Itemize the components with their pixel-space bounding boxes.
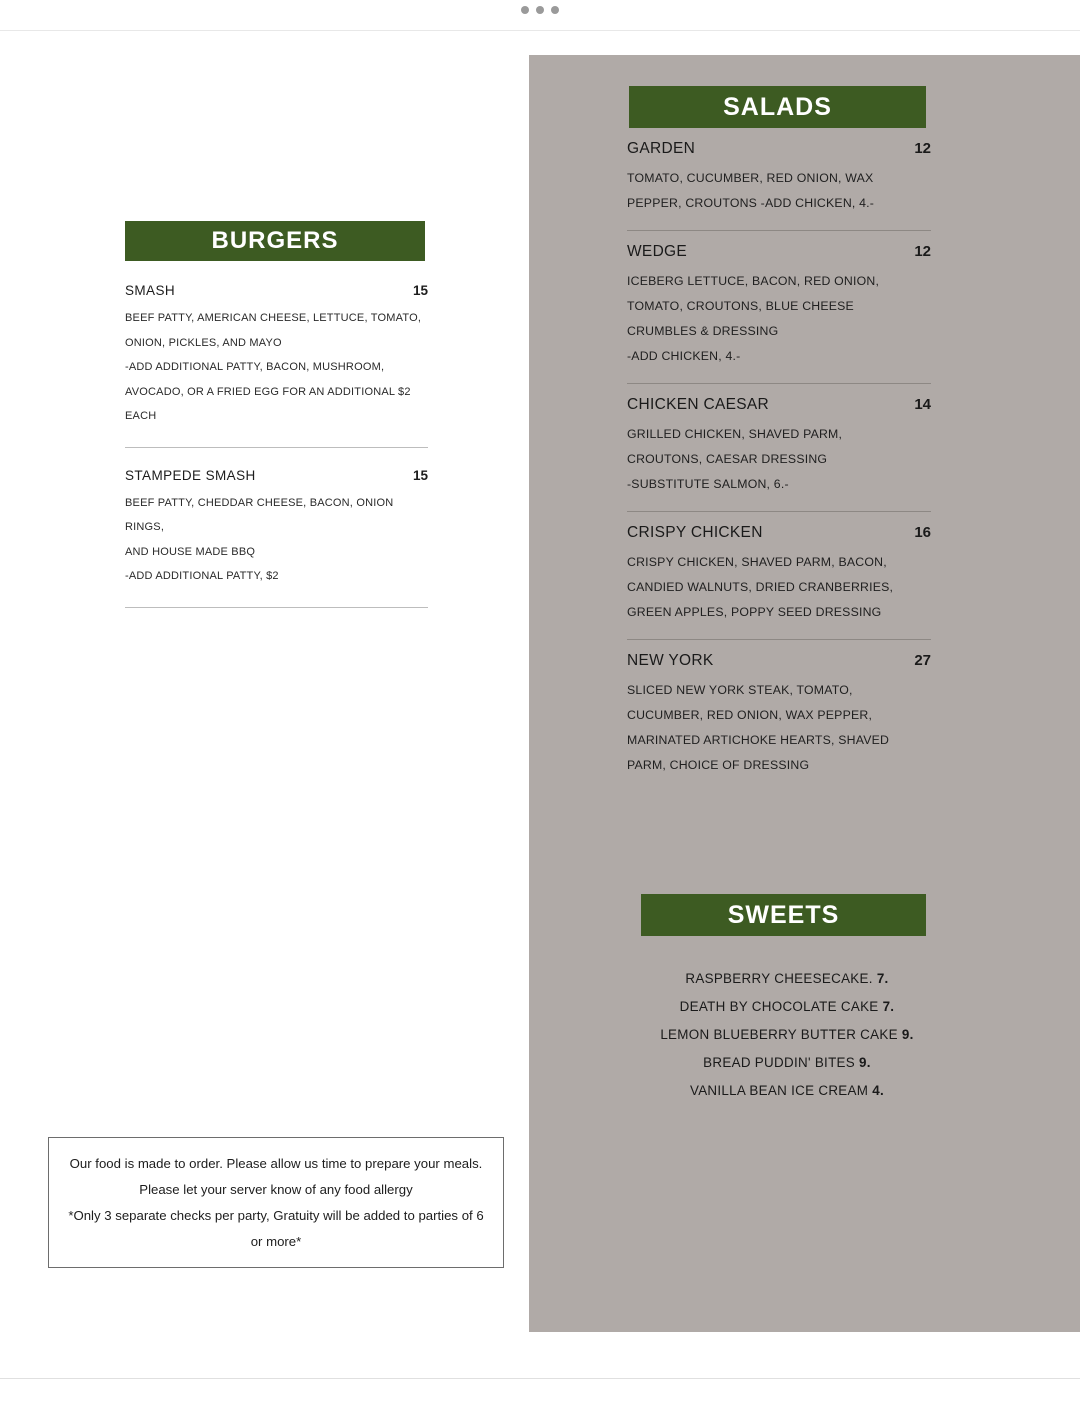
description-line: GREEN APPLES, POPPY SEED DRESSING bbox=[627, 605, 882, 619]
left-page-panel bbox=[0, 31, 529, 1378]
description-line: BEEF PATTY, CHEDDAR CHEESE, BACON, ONION RINGS, bbox=[125, 496, 394, 533]
menu-item-description bbox=[627, 422, 931, 497]
menu-item-name: RASPBERRY CHEESECAKE. bbox=[685, 971, 873, 986]
burgers-section-header: BURGERS bbox=[125, 221, 425, 261]
description-line: AND HOUSE MADE BBQ bbox=[125, 545, 256, 558]
salads-item-list bbox=[627, 140, 931, 782]
description-line: -SUBSTITUTE SALMON, 6.- bbox=[627, 477, 789, 491]
description-line: BEEF PATTY, AMERICAN CHEESE, LETTUCE, TOMATO, bbox=[125, 312, 422, 324]
menu-item-name: NEW YORK bbox=[627, 652, 714, 669]
description-line: AVOCADO, OR A FRIED EGG FOR AN ADDITIONAL $2 bbox=[125, 385, 411, 398]
bottom-divider bbox=[0, 1378, 1080, 1379]
description-line: CANDIED WALNUTS, DRIED CRANBERRIES, bbox=[627, 580, 894, 594]
menu-item-name: WEDGE bbox=[627, 243, 688, 260]
menu-item-header bbox=[627, 396, 931, 414]
list-item bbox=[627, 965, 947, 993]
burgers-item-list bbox=[125, 283, 428, 628]
description-line: PEPPER, CROUTONS -ADD CHICKEN, 4.- bbox=[627, 196, 875, 210]
list-item bbox=[627, 993, 947, 1021]
menu-item-price: 27 bbox=[914, 652, 931, 669]
description-line: ICEBERG LETTUCE, BACON, RED ONION, bbox=[627, 274, 880, 288]
footer-note-box bbox=[48, 1137, 504, 1268]
list-item bbox=[627, 1049, 947, 1077]
description-line: CROUTONS, CAESAR DRESSING bbox=[627, 452, 828, 466]
menu-item bbox=[125, 283, 428, 448]
menu-item-description bbox=[627, 166, 931, 216]
menu-item-name: SMASH bbox=[125, 283, 176, 298]
item-divider bbox=[627, 511, 931, 512]
page-indicator-dots bbox=[0, 6, 1080, 14]
description-line: MARINATED ARTICHOKE HEARTS, SHAVED bbox=[627, 733, 890, 747]
description-line: TOMATO, CROUTONS, BLUE CHEESE bbox=[627, 299, 854, 313]
note-line: *Only 3 separate checks per party, Gratuity will be added to parties of 6 bbox=[68, 1207, 484, 1223]
note-line: or more* bbox=[250, 1233, 302, 1249]
menu-item-price: 12 bbox=[914, 243, 931, 260]
description-line: CRISPY CHICKEN, SHAVED PARM, BACON, bbox=[627, 555, 887, 569]
list-item bbox=[627, 1021, 947, 1049]
item-divider bbox=[627, 230, 931, 231]
menu-item-header bbox=[125, 468, 428, 483]
menu-item bbox=[627, 524, 931, 640]
item-divider bbox=[627, 383, 931, 384]
description-line: EACH bbox=[125, 410, 157, 422]
description-line: ONION, PICKLES, AND MAYO bbox=[125, 336, 282, 349]
menu-item-price: 14 bbox=[914, 396, 931, 413]
item-divider bbox=[627, 639, 931, 640]
menu-item-name: STAMPEDE SMASH bbox=[125, 467, 256, 483]
menu-item-header bbox=[627, 243, 931, 261]
menu-item-description bbox=[125, 491, 428, 589]
description-line: TOMATO, CUCUMBER, RED ONION, WAX bbox=[627, 171, 874, 185]
list-item bbox=[627, 1077, 947, 1105]
menu-item-price: 12 bbox=[914, 140, 931, 157]
dot-icon bbox=[521, 6, 529, 14]
item-divider bbox=[125, 447, 428, 448]
dot-icon bbox=[551, 6, 559, 14]
description-line: CUCUMBER, RED ONION, WAX PEPPER, bbox=[627, 708, 873, 722]
description-line: CRUMBLES & DRESSING bbox=[627, 324, 779, 338]
menu-item-name: DEATH BY CHOCOLATE CAKE bbox=[679, 999, 879, 1014]
menu-item-header bbox=[125, 283, 428, 298]
menu-item-price: 9. bbox=[901, 1027, 914, 1042]
menu-item-header bbox=[627, 652, 931, 670]
menu-item-price: 15 bbox=[412, 467, 428, 483]
menu-item-price: 15 bbox=[412, 283, 428, 298]
description-line: SLICED NEW YORK STEAK, TOMATO, bbox=[627, 683, 853, 697]
menu-item-price: 16 bbox=[914, 524, 931, 541]
right-page-panel bbox=[529, 55, 1080, 1332]
menu-item bbox=[627, 396, 931, 512]
menu-item bbox=[627, 243, 931, 384]
description-line: -ADD CHICKEN, 4.- bbox=[627, 349, 741, 363]
salads-section-header: SALADS bbox=[629, 86, 926, 128]
menu-item-header bbox=[627, 140, 931, 158]
description-line: PARM, CHOICE OF DRESSING bbox=[627, 758, 810, 772]
menu-item-description bbox=[627, 269, 931, 369]
menu-item-description bbox=[125, 306, 428, 429]
sweets-section-header: SWEETS bbox=[641, 894, 926, 936]
menu-item-name: CRISPY CHICKEN bbox=[627, 524, 763, 541]
menu-item bbox=[627, 140, 931, 231]
menu-item-price: 9. bbox=[859, 1055, 871, 1070]
menu-item-name: GARDEN bbox=[627, 140, 696, 157]
description-line: GRILLED CHICKEN, SHAVED PARM, bbox=[627, 427, 843, 441]
menu-item-description bbox=[627, 678, 931, 778]
menu-item-price: 7. bbox=[882, 999, 895, 1014]
item-divider bbox=[125, 607, 428, 608]
note-line: Please let your server know of any food allergy bbox=[139, 1181, 413, 1197]
menu-item bbox=[125, 468, 428, 608]
menu-item-name: LEMON BLUEBERRY BUTTER CAKE bbox=[660, 1027, 898, 1042]
sweets-item-list bbox=[627, 965, 947, 1105]
description-line: -ADD ADDITIONAL PATTY, BACON, MUSHROOM, bbox=[125, 361, 385, 373]
menu-item-header bbox=[627, 524, 931, 542]
menu-item-name: BREAD PUDDIN' BITES bbox=[703, 1055, 856, 1070]
menu-item bbox=[627, 652, 931, 778]
description-line: -ADD ADDITIONAL PATTY, $2 bbox=[125, 570, 279, 582]
note-line: Our food is made to order. Please allow us time to prepare your meals. bbox=[69, 1155, 483, 1171]
menu-item-price: 4. bbox=[872, 1083, 885, 1098]
menu-item-name: VANILLA BEAN ICE CREAM bbox=[689, 1083, 869, 1098]
dot-icon bbox=[536, 6, 544, 14]
menu-item-description bbox=[627, 550, 931, 625]
menu-item-name: CHICKEN CAESAR bbox=[627, 396, 770, 413]
menu-item-price: 7. bbox=[876, 971, 889, 986]
